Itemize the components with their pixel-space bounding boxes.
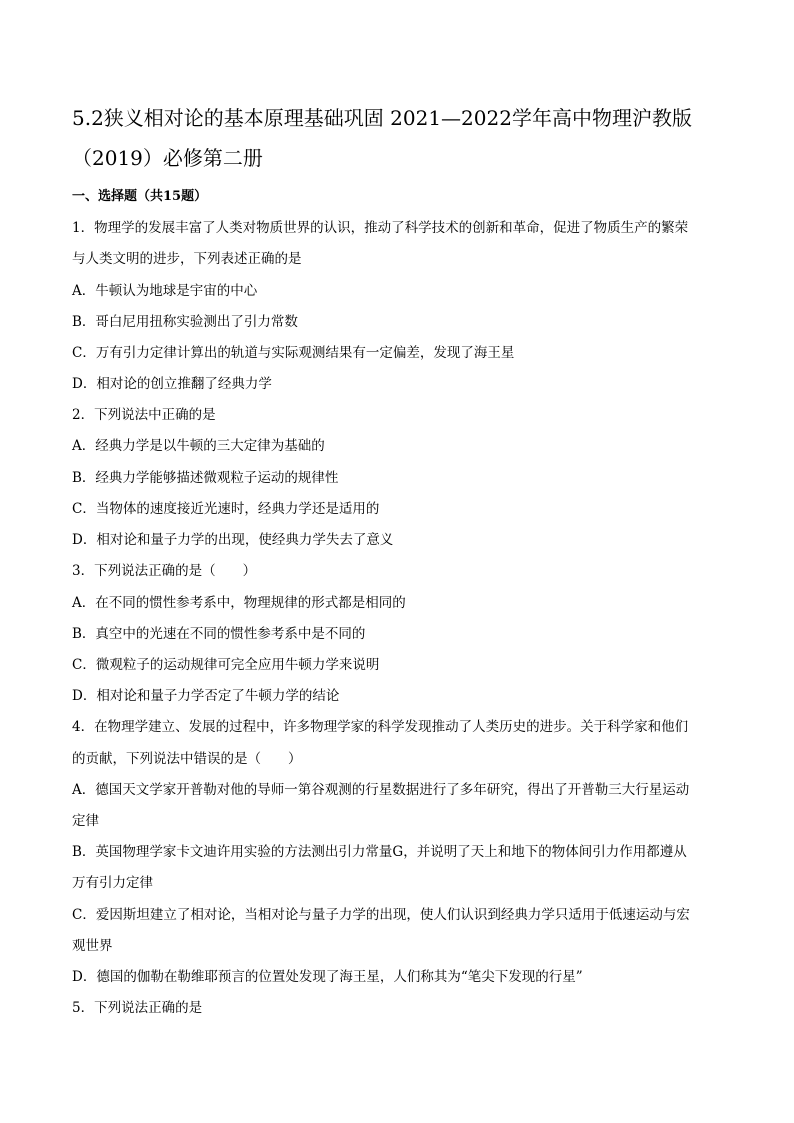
question-3-option-d: D．相对论和量子力学否定了牛顿力学的结论 <box>72 688 340 704</box>
section-heading: 一、选择题（共15题） <box>72 189 208 204</box>
question-4-option-c-line-1: C．爱因斯坦建立了相对论，当相对论与量子力学的出现，使人们认识到经典力学只适用于低速运动与宏 <box>72 907 690 923</box>
question-4-option-a-line-2: 定律 <box>72 813 99 829</box>
question-1-line-1: 1．物理学的发展丰富了人类对物质世界的认识，推动了科学技术的创新和革命，促进了物质生产的繁荣 <box>72 220 689 236</box>
question-2-option-d: D．相对论和量子力学的出现，使经典力学失去了意义 <box>72 532 394 548</box>
question-2-stem: 2．下列说法中正确的是 <box>72 407 216 423</box>
question-2-option-c: C．当物体的速度接近光速时，经典力学还是适用的 <box>72 501 380 517</box>
question-4-option-c-line-2: 观世界 <box>72 938 113 954</box>
question-4-option-b-line-2: 万有引力定律 <box>72 875 153 891</box>
question-3-option-c: C．微观粒子的运动规律可完全应用牛顿力学来说明 <box>72 657 380 673</box>
question-4-line-1: 4．在物理学建立、发展的过程中，许多物理学家的科学发现推动了人类历史的进步。关于科学家和他们 <box>72 719 689 735</box>
question-1-option-d: D．相对论的创立推翻了经典力学 <box>72 376 272 392</box>
question-4-option-b-line-1: B．英国物理学家卡文迪许用实验的方法测出引力常量G，并说明了天上和地下的物体间引力作用都遵从 <box>72 844 687 860</box>
question-1-option-a: A．牛顿认为地球是宇宙的中心 <box>72 283 258 299</box>
question-4-line-2: 的贡献，下列说法中错误的是（ ） <box>72 751 302 767</box>
question-2-option-a: A．经典力学是以牛顿的三大定律为基础的 <box>72 438 325 454</box>
question-3-option-b: B．真空中的光速在不同的惯性参考系中是不同的 <box>72 626 366 642</box>
question-1-option-b: B．哥白尼用扭称实验测出了引力常数 <box>72 314 298 330</box>
document-title-line-1: 5.2狭义相对论的基本原理基础巩固 2021—2022学年高中物理沪教版 <box>72 106 692 130</box>
question-5-stem: 5．下列说法正确的是 <box>72 1000 203 1016</box>
question-4-option-a-line-1: A．德国天文学家开普勒对他的导师一第谷观测的行星数据进行了多年研究，得出了开普勒三大行星运动 <box>72 782 690 798</box>
question-4-option-d: D．德国的伽勒在勒维耶预言的位置处发现了海王星，人们称其为“笔尖下发现的行星” <box>72 969 583 985</box>
question-1-line-2: 与人类文明的进步，下列表述正确的是 <box>72 251 302 267</box>
question-1-option-c: C．万有引力定律计算出的轨道与实际观测结果有一定偏差，发现了海王星 <box>72 345 515 361</box>
question-2-option-b: B．经典力学能够描述微观粒子运动的规律性 <box>72 470 339 486</box>
question-3-option-a: A．在不同的惯性参考系中，物理规律的形式都是相同的 <box>72 595 406 611</box>
question-3-stem: 3．下列说法正确的是（ ） <box>72 563 257 579</box>
document-title-line-2: （2019）必修第二册 <box>72 146 263 170</box>
